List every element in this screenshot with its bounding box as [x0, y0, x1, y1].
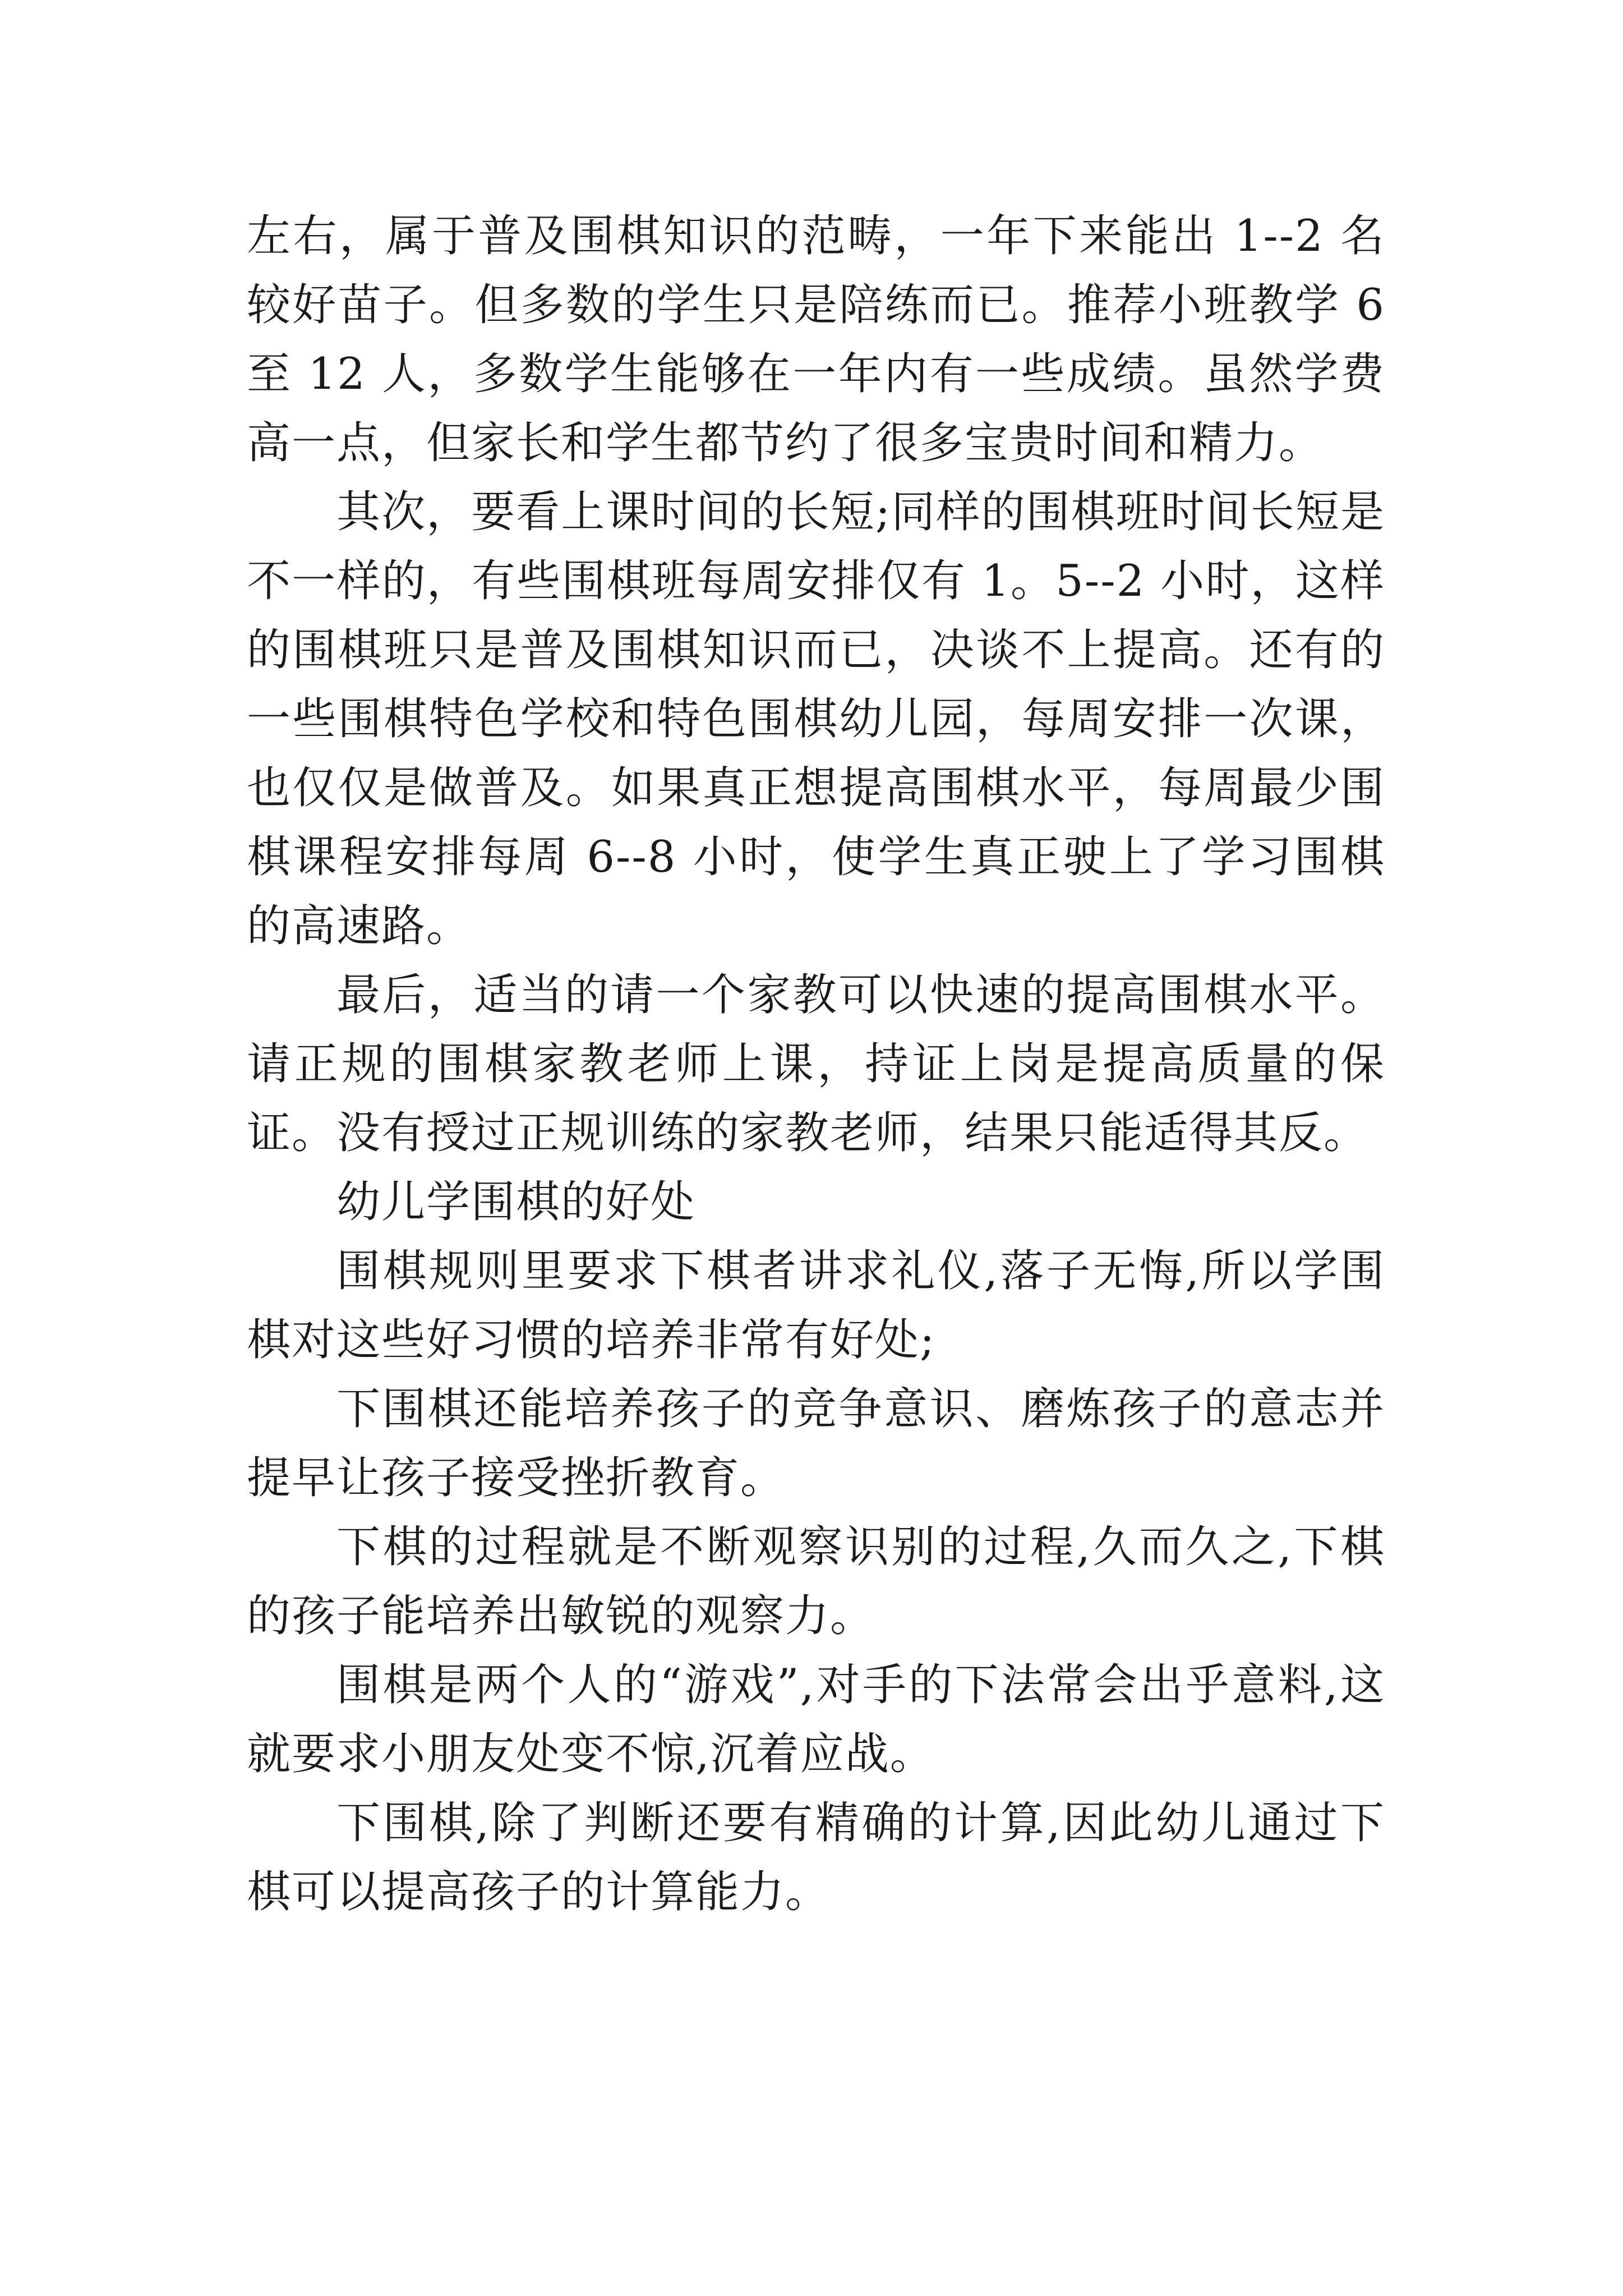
paragraph-continuation: 左右，属于普及围棋知识的范畴，一年下来能出 1--2 名较好苗子。但多数的学生只是陪练而已。推荐小班教学 6 至 12 人，多数学生能够在一年内有一些成绩。虽然学费高一点，但家长和学生都节约了很多宝贵时间和精力。: [247, 211, 1385, 468]
paragraph-competition: 下围棋还能培养孩子的竞争意识、磨炼孩子的意志并提早让孩子接受挫折教育。: [247, 1384, 1385, 1503]
paragraph-calculation: 下围棋,除了判断还要有精确的计算,因此幼儿通过下棋可以提高孩子的计算能力。: [247, 1798, 1385, 1917]
section-heading: 幼儿学围棋的好处: [336, 1177, 696, 1227]
paragraph-tutor: 最后，适当的请一个家教可以快速的提高围棋水平。请正规的围棋家教老师上课，持证上岗是提高质量的保证。没有授过正规训练的家教老师，结果只能适得其反。: [247, 970, 1385, 1158]
paragraph-observation: 下棋的过程就是不断观察识别的过程,久而久之,下棋的孩子能培养出敏锐的观察力。: [247, 1522, 1385, 1641]
paragraph-class-time: 其次，要看上课时间的长短;同样的围棋班时间长短是不一样的，有些围棋班每周安排仅有 1。5--2 小时，这样的围棋班只是普及围棋知识而已，决谈不上提高。还有的一些围棋特色学校和特色围棋幼儿园，每周安排一次课，也仅仅是做普及。如果真正想提高围棋水平，每周最少围棋课程安排每周 6--8 小时，使学生真正驶上了学习围棋的高速路。: [247, 487, 1385, 951]
paragraph-etiquette: 围棋规则里要求下棋者讲求礼仪,落子无悔,所以学围棋对这些好习惯的培养非常有好处;: [247, 1246, 1385, 1365]
document-body: [247, 202, 1385, 1927]
paragraph-composure: 围棋是两个人的“游戏”,对手的下法常会出乎意料,这就要求小朋友处变不惊,沉着应战。: [247, 1660, 1385, 1779]
